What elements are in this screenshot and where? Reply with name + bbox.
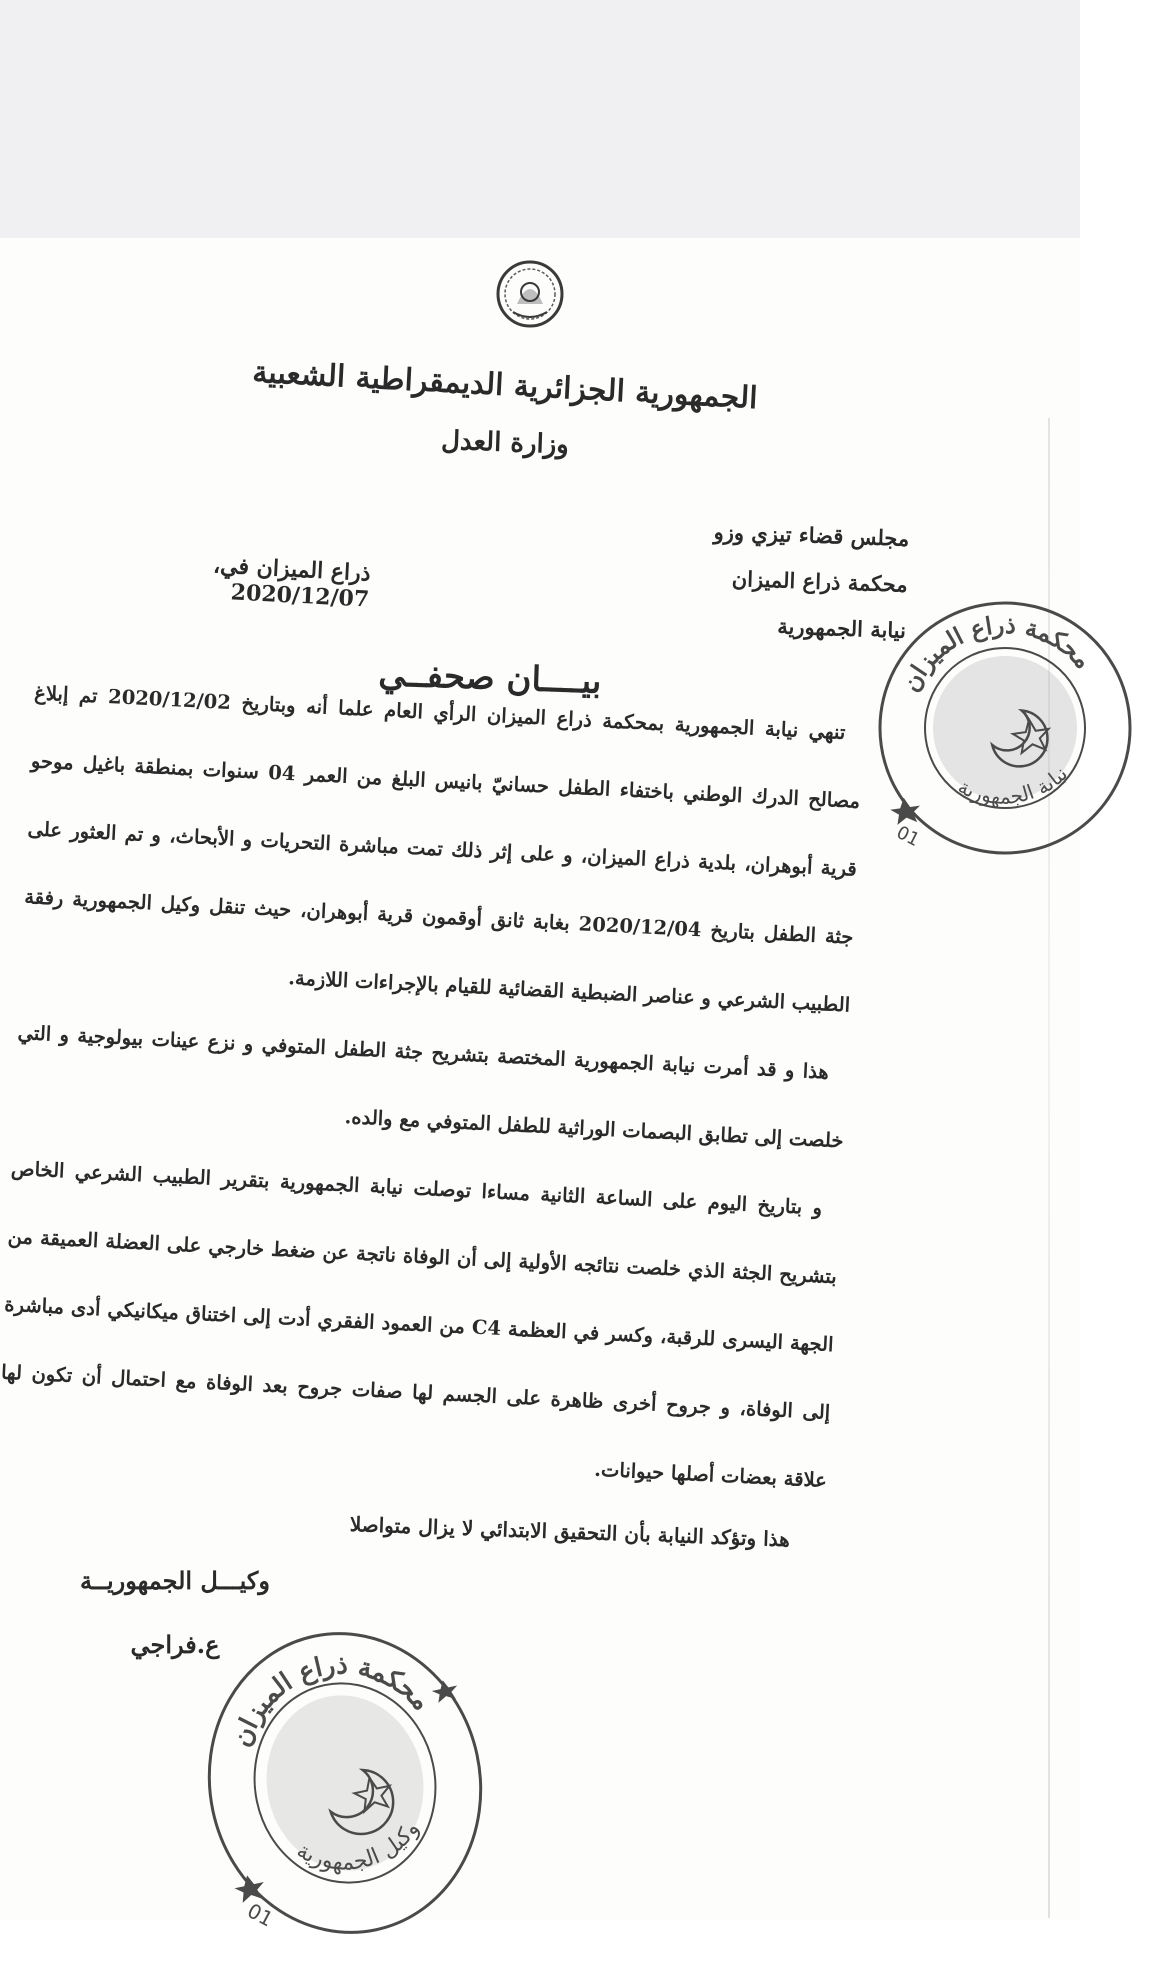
- court-name: محكمة ذراع الميزان: [731, 565, 909, 597]
- paragraph: تنهي نيابة الجمهورية بمحكمة ذراع الميزان الرأي العام علما أنه وبتاريخ 2020/12/02 تم إبلاغ مصالح الدرك الوطني باختفاء الطفل حسانيّ بانيس البلغ من العمر 04 سنوات بمنطقة باغيل موحو قرية أبوهران، بلدية ذراع الميزان، و على إثر ذلك تمت مباشرة التحريات و الأبحاث، و تم العثور على جثة الطفل بتاريخ 2020/12/04 بغابة ثانق أوقمون قرية أبوهران، حيث تنقل وكيل الجمهورية رفقة الطبيب الشرعي و عناصر الضبطية القضائية للقيام بالإجراءات اللازمة.: [23, 681, 861, 1017]
- press-release-body: [0, 659, 865, 1515]
- council-name: مجلس قضاء تيزي وزو: [713, 519, 910, 551]
- republic-title: الجمهورية الجزائرية الديمقراطية الشعبية: [251, 354, 759, 417]
- republic-emblem-icon: [495, 256, 565, 334]
- stamp-number: 01: [243, 1898, 278, 1932]
- blank-top-area: [0, 0, 1080, 239]
- scanned-document-page: [0, 238, 1099, 1932]
- stamp-bottom-text: وكيل الجمهورية: [292, 1816, 425, 1876]
- signatory-name: ع.فراجي: [130, 1630, 220, 1659]
- document-content: [0, 238, 1099, 1932]
- place-and-date: ذراع الميزان في، 2020/12/07: [212, 552, 372, 613]
- stamp-top-text: محكمة ذراع الميزان: [895, 609, 1099, 697]
- court-stamp-right: [853, 576, 1157, 881]
- court-stamp-bottom: [170, 1596, 520, 1969]
- closing-statement: هذا وتؤكد النيابة بأن التحقيق الابتدائي لا يزال متواصلا: [349, 1512, 791, 1552]
- paragraph: و بتاريخ اليوم على الساعة الثانية مساءا توصلت نيابة الجمهورية بتقرير الطبيب الشرعي الخاص بتشريح الجثة الذي خلصت نتائجه الأولية إلى أن الوفاة ناتجة عن ضغط خارجي على العضلة العميقة من الجهة اليسرى للرقبة، وكسر في العظمة C4 من العمود الفقري أدت إلى اختناق ميكانيكي أدى مباشرة إلى الوفاة، و جروح أخرى ظاهرة على الجسم لها صفات جروح بعد الوفاة مع احتمال أن تكون لها علاقة بعضات أصلها حيوانات.: [0, 1156, 838, 1493]
- signatory-role: وكيـــل الجمهوريــة: [80, 1566, 270, 1595]
- prosecution-name: نيابة الجمهورية: [776, 613, 907, 643]
- stamp-top-text: محكمة ذراع الميزان: [226, 1650, 437, 1751]
- stamp-bottom-text: نيابة الجمهورية: [954, 761, 1073, 809]
- press-release-title: بيــــان صحفــي: [377, 654, 603, 702]
- ministry-title: وزارة العدل: [440, 425, 570, 461]
- stamp-number: 01: [892, 821, 923, 852]
- paragraph: هذا و قد أمرت نيابة الجمهورية المختصة بتشريح جثة الطفل المتوفي و نزع عينات بيولوجية و التي خلصت إلى تطابق البصمات الوراثية للطفل المتوفي مع والده.: [17, 1021, 844, 1153]
